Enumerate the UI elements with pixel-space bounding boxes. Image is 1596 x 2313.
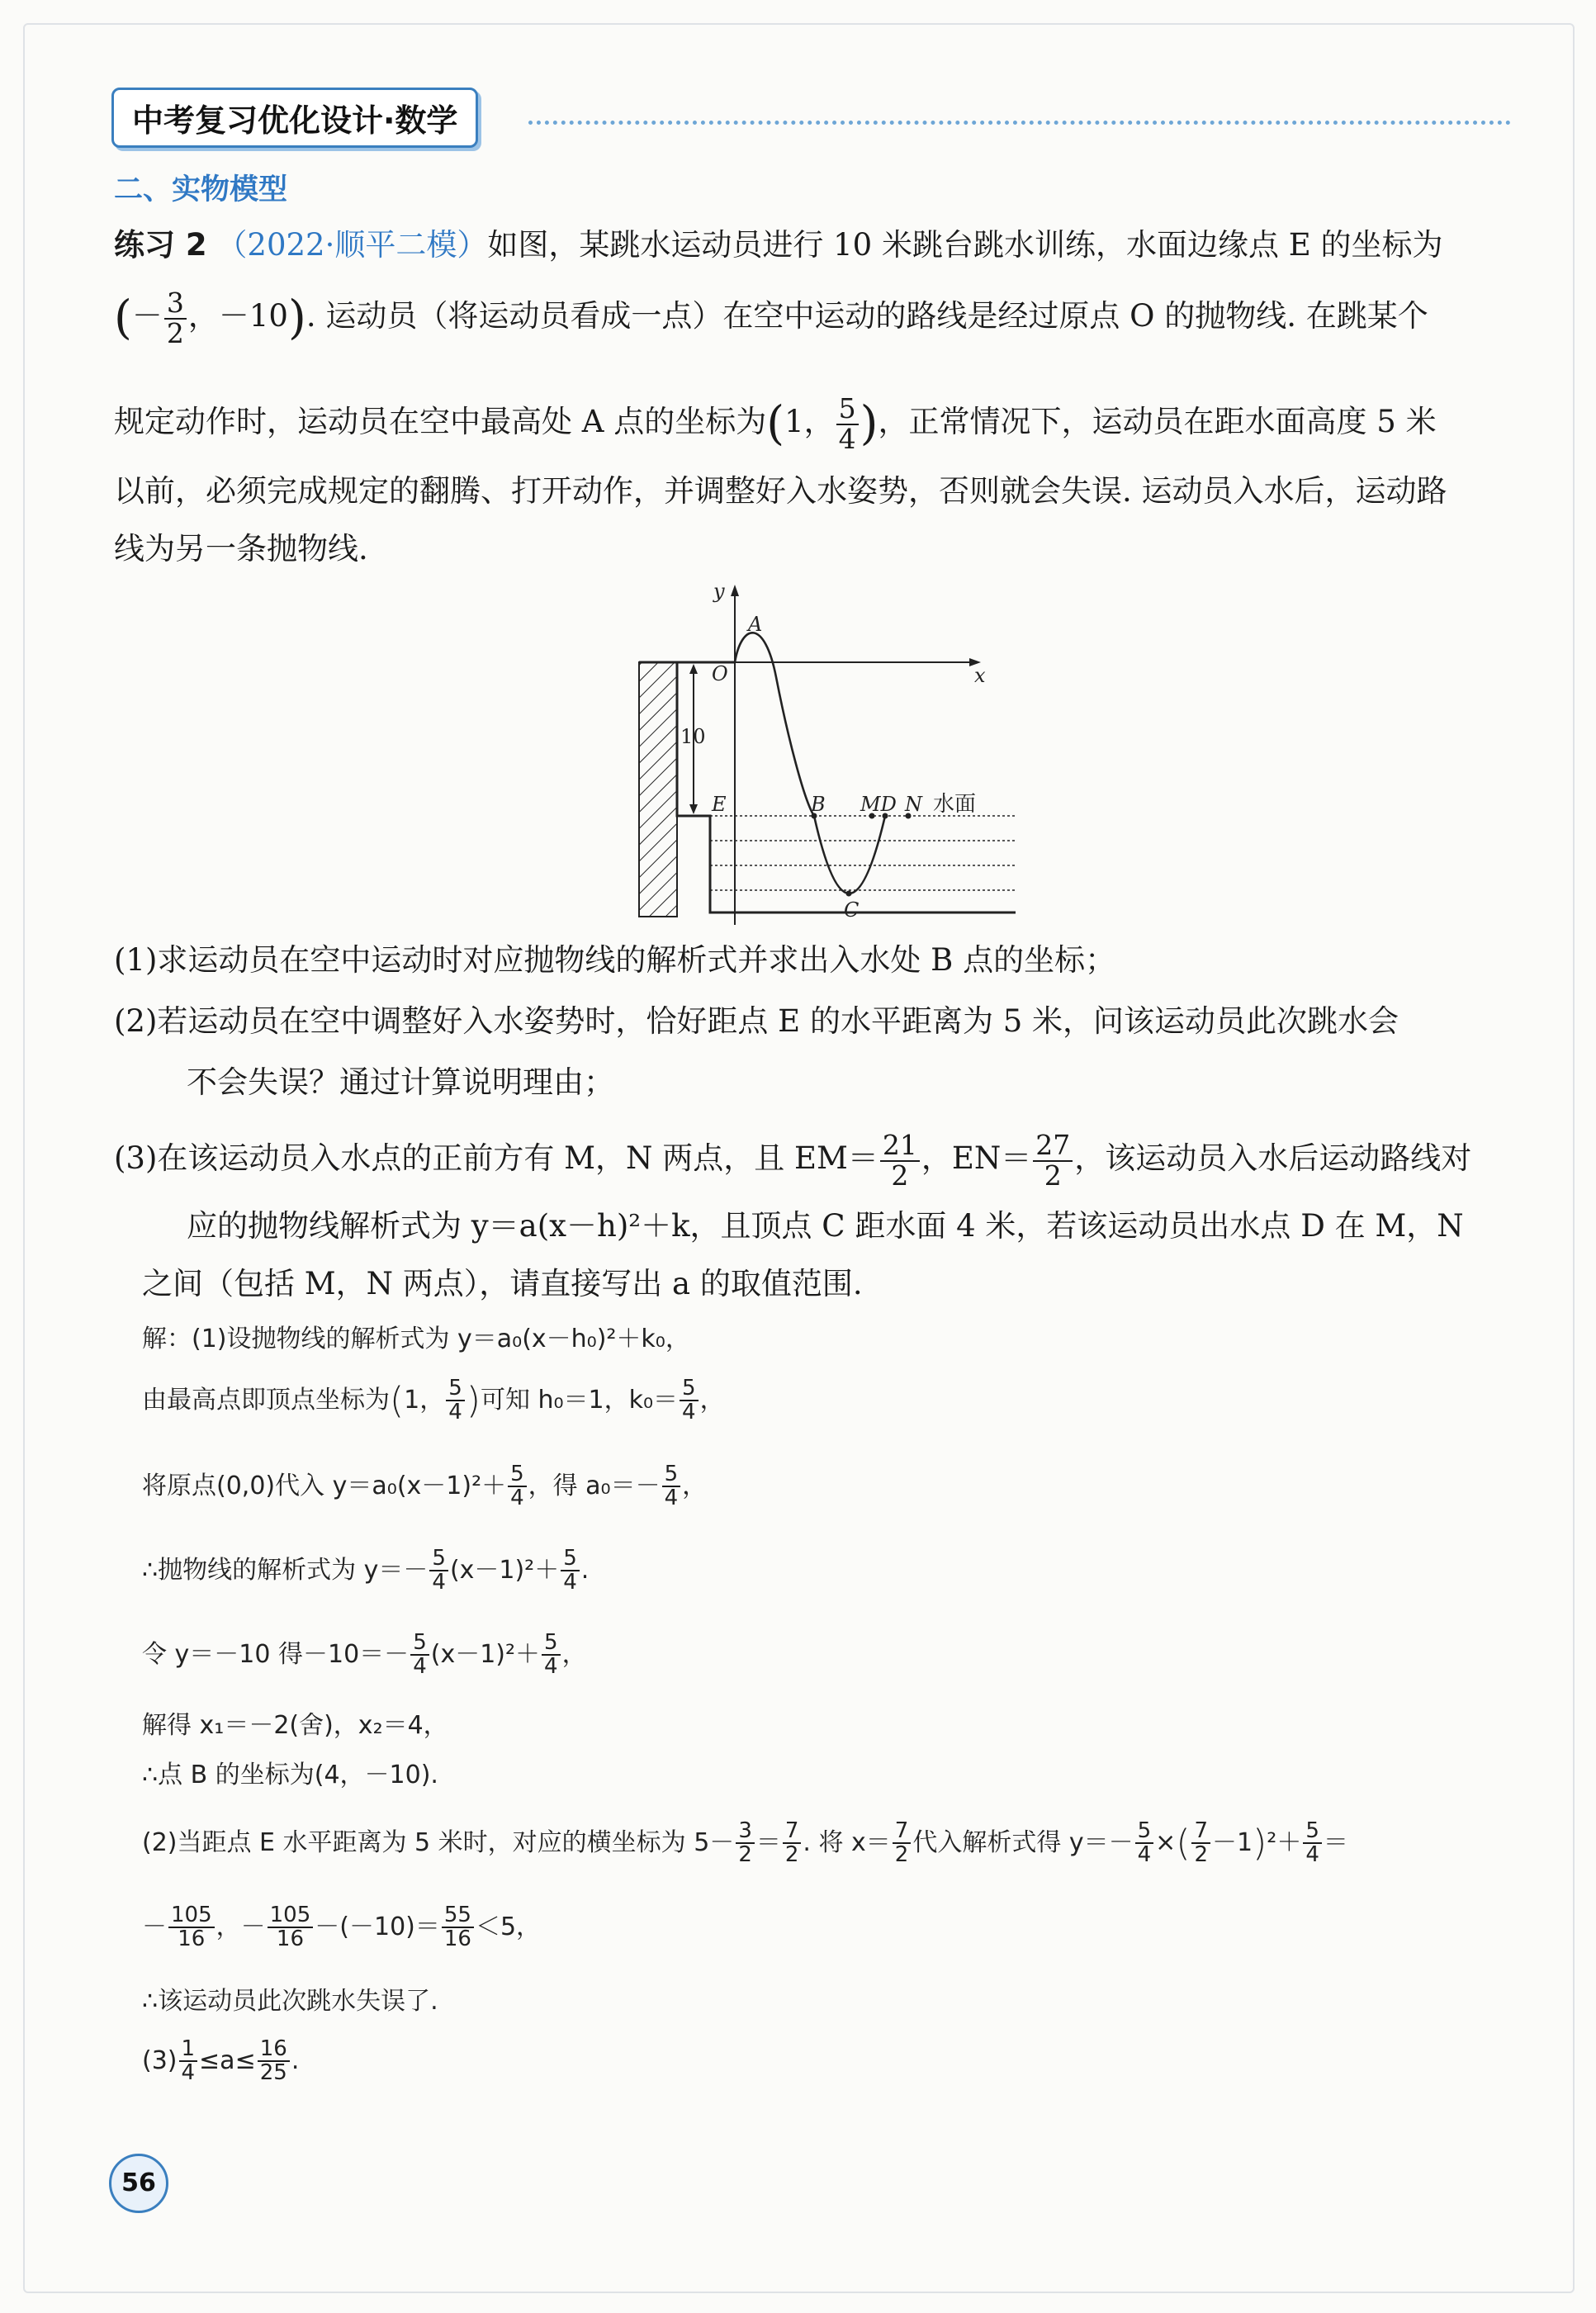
air-trajectory bbox=[735, 633, 814, 816]
exercise-source: （2022·顺平二模） bbox=[216, 227, 488, 263]
book-title: 中考复习优化设计·数学 bbox=[111, 88, 478, 148]
fraction: $\frac{55}{16}$ bbox=[442, 1904, 474, 1951]
fraction: $\frac{5}{4}$ bbox=[542, 1632, 561, 1679]
problem-line-1 bbox=[114, 225, 1442, 266]
solution-line-1: 解：(1)设抛物线的解析式为 y＝a₀(x－h₀)²＋k₀， bbox=[142, 1325, 690, 1353]
label-b: B bbox=[811, 793, 826, 816]
fraction: $\frac{21}{2}$ bbox=[880, 1131, 920, 1190]
solution-line-2: 由最高点即顶点坐标为(1， $\frac{5}{4}$ )可知 h₀＝1，k₀＝ $\frac{5}{4}$ ， bbox=[142, 1376, 725, 1425]
fraction: $\frac{1}{4}$ bbox=[179, 2038, 198, 2085]
fraction: $\frac{105}{16}$ bbox=[168, 1904, 215, 1951]
fraction: $\frac{5}{4}$ bbox=[429, 1548, 448, 1595]
question-2-line-1: (2)若运动员在空中调整好入水姿势时，恰好距点 E 的水平距离为 5 米，问该运动员此次跳水会 bbox=[114, 1003, 1399, 1039]
fraction: $\frac{7}{2}$ bbox=[1191, 1820, 1210, 1867]
label-n: N bbox=[905, 793, 922, 816]
fraction: $\frac{5}{4}$ bbox=[508, 1463, 527, 1510]
y-axis-arrow bbox=[731, 585, 739, 596]
fraction: $\frac{5}{4}$ bbox=[410, 1632, 429, 1679]
solution-line-10: ∴该运动员此次跳水失误了. bbox=[142, 1987, 438, 2016]
intro-text-3a: 规定动作时，运动员在空中最高处 A 点的坐标为 bbox=[114, 404, 767, 440]
problem-line-3: 规定动作时，运动员在空中最高处 A 点的坐标为(1， $\frac{5}{4}$ )，正常情况下，运动员在距水面高度 5 米 bbox=[114, 392, 1437, 455]
problem-line-2: (－ $\frac{3}{2}$ ，－10). 运动员（将运动员看成一点）在空中运动的路线是经过原点 O 的抛物线. 在跳某个 bbox=[114, 287, 1428, 349]
problem-line-5: 线为另一条抛物线. bbox=[114, 531, 368, 566]
pool-outline bbox=[677, 662, 1016, 912]
solution-line-4: ∴抛物线的解析式为 y＝－ $\frac{5}{4}$ (x－1)²＋ $\frac{5}{4}$ . bbox=[142, 1546, 590, 1595]
intro-text-3b: ，正常情况下，运动员在距水面高度 5 米 bbox=[878, 404, 1437, 440]
label-x: x bbox=[974, 664, 986, 687]
fraction: $\frac{5}{4}$ bbox=[680, 1377, 699, 1424]
solution-line-5: 令 y＝－10 得－10＝－ $\frac{5}{4}$ (x－1)²＋ $\frac{5}{4}$ ， bbox=[142, 1630, 587, 1680]
fraction: $\frac{5}{4}$ bbox=[1303, 1820, 1322, 1867]
solution-line-6: 解得 x₁＝－2(舍)，x₂＝4， bbox=[142, 1711, 448, 1740]
solution-line-3: 将原点(0,0)代入 y＝a₀(x－1)²＋ $\frac{5}{4}$ ，得 a₀＝－ $\frac{5}{4}$ ， bbox=[142, 1462, 708, 1511]
label-c: C bbox=[844, 898, 860, 922]
label-water: 水面 bbox=[933, 792, 977, 817]
solution-line-7: ∴点 B 的坐标为(4，－10). bbox=[142, 1761, 438, 1789]
fraction: $\frac{7}{2}$ bbox=[893, 1820, 912, 1867]
water-trajectory bbox=[814, 816, 885, 893]
solution-line-11: (3) $\frac{1}{4}$ ≤a≤ $\frac{16}{25}$ . bbox=[142, 2036, 300, 2086]
fraction: $\frac{5}{4}$ bbox=[1135, 1820, 1154, 1867]
question-3-line-1: (3)在该运动员入水点的正前方有 M，N 两点，且 EM＝ $\frac{21}{2}$ ，EN＝ $\frac{27}{2}$ ，该运动员入水后运动路线对 bbox=[114, 1129, 1472, 1192]
page-number: 56 bbox=[109, 2154, 168, 2213]
intro-text-2: 运动员（将运动员看成一点）在空中运动的路线是经过原点 O 的抛物线. 在跳某个 bbox=[325, 298, 1428, 334]
fraction: $\frac{5}{4}$ bbox=[836, 395, 859, 453]
header-dotted-rule bbox=[528, 121, 1511, 125]
point-c bbox=[846, 891, 852, 897]
fraction: $\frac{3}{2}$ bbox=[164, 289, 187, 348]
label-a: A bbox=[748, 613, 763, 636]
platform-wall bbox=[639, 662, 677, 917]
diving-figure bbox=[628, 578, 1024, 925]
question-3-line-2: 应的抛物线解析式为 y＝a(x－h)²＋k，且顶点 C 距水面 4 米，若该运动员出水点 D 在 M，N bbox=[187, 1208, 1464, 1244]
solution-line-8: (2)当距点 E 水平距离为 5 米时，对应的横坐标为 5－ $\frac{3}{2}$ ＝ $\frac{7}{2}$ . 将 x＝ $\frac{7}{2}$ 代入解析式得 y＝－ $\frac{5}{4}$ ×( $\frac{7}{2}$ －1)²＋ $\frac{5}{4}$ ＝ bbox=[142, 1818, 1348, 1868]
fraction: $\frac{3}{2}$ bbox=[736, 1820, 755, 1867]
label-o: O bbox=[712, 662, 728, 685]
page-header bbox=[111, 88, 478, 147]
label-e: E bbox=[712, 793, 727, 816]
label-md: MD bbox=[860, 793, 897, 816]
exercise-label: 练习 2 bbox=[114, 227, 207, 263]
intro-text-1: 如图，某跳水运动员进行 10 米跳台跳水训练，水面边缘点 E 的坐标为 bbox=[487, 227, 1443, 263]
problem-line-4: 以前，必须完成规定的翻腾、打开动作，并调整好入水姿势，否则就会失误. 运动员入水后，运动路 bbox=[114, 473, 1447, 509]
fraction: $\frac{7}{2}$ bbox=[783, 1820, 802, 1867]
fraction: $\frac{5}{4}$ bbox=[446, 1377, 465, 1424]
fraction: $\frac{5}{4}$ bbox=[561, 1548, 580, 1595]
solution-line-9: － $\frac{105}{16}$ ，－ $\frac{105}{16}$ －(－10)＝ $\frac{55}{16}$ ＜5， bbox=[142, 1903, 542, 1952]
label-ten: 10 bbox=[680, 725, 706, 748]
label-y: y bbox=[713, 580, 725, 603]
fraction: $\frac{16}{25}$ bbox=[258, 2038, 290, 2085]
fraction: $\frac{27}{2}$ bbox=[1033, 1131, 1073, 1190]
fraction: $\frac{5}{4}$ bbox=[662, 1463, 681, 1510]
question-2-line-2: 不会失误？通过计算说明理由； bbox=[187, 1064, 614, 1100]
section-title: 二、实物模型 bbox=[114, 173, 288, 206]
question-3-line-3: 之间（包括 M，N 两点），请直接写出 a 的取值范围. bbox=[142, 1266, 863, 1301]
question-1: (1)求运动员在空中运动时对应抛物线的解析式并求出入水处 B 点的坐标； bbox=[114, 942, 1116, 978]
fraction: $\frac{105}{16}$ bbox=[268, 1904, 314, 1951]
